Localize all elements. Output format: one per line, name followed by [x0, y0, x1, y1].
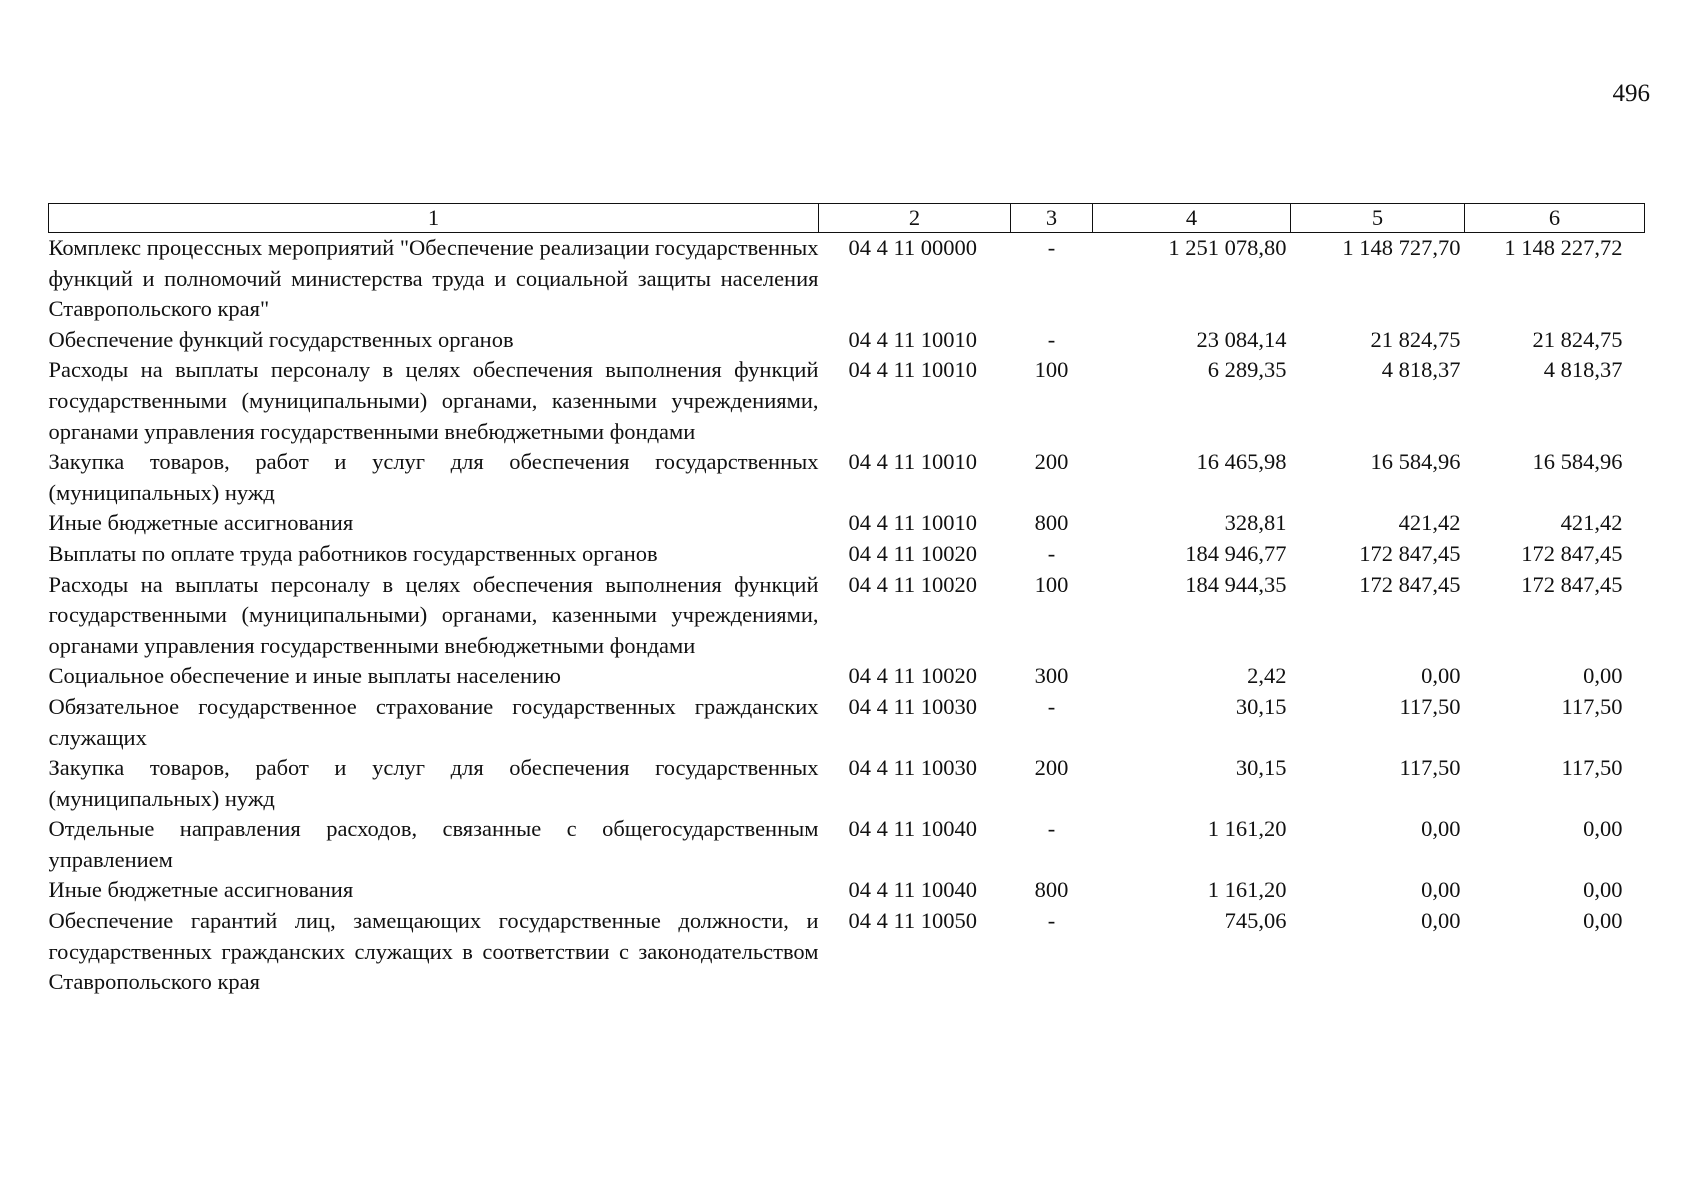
- row-code: 04 4 11 10010: [848, 326, 978, 352]
- row-value-col5: 172 847,45: [1359, 571, 1461, 597]
- row-expense-type: -: [1047, 816, 1056, 842]
- row-value-col6: 1 148 227,72: [1504, 235, 1623, 260]
- row-name: Социальное обеспечение и иные выплаты населению: [48, 663, 561, 689]
- row-value-col4: 16 465,98: [1196, 449, 1287, 475]
- row-name: Обеспечение гарантий лиц, замещающих государственные должности, и государственных гражданских служащих в соответствии с законодательством Ставропольского края: [48, 908, 819, 995]
- row-value-col4: 1 161,20: [1207, 816, 1287, 842]
- row-value-col6: 0,00: [1583, 816, 1623, 842]
- budget-table: [48, 203, 1645, 998]
- row-value-col5: 0,00: [1421, 816, 1461, 842]
- row-code: 04 4 11 10040: [848, 877, 978, 903]
- row-code: 04 4 11 10050: [848, 908, 978, 934]
- row-value-col6: 117,50: [1561, 755, 1623, 781]
- row-value-col6: 4 818,37: [1543, 357, 1623, 383]
- table-row: [49, 875, 1645, 906]
- table-row: [49, 570, 1645, 662]
- row-value-col6: 421,42: [1560, 510, 1623, 536]
- row-value-col4: 30,15: [1235, 693, 1287, 719]
- row-name: Иные бюджетные ассигнования: [48, 877, 354, 903]
- table-header-row: [49, 204, 1645, 233]
- table-row: [49, 814, 1645, 875]
- row-value-col4: 184 944,35: [1185, 571, 1287, 597]
- row-value-col5: 0,00: [1421, 908, 1461, 934]
- table-row: [49, 233, 1645, 325]
- row-value-col6: 117,50: [1561, 693, 1623, 719]
- row-value-col5: 16 584,96: [1370, 449, 1461, 475]
- row-code: 04 4 11 10010: [848, 449, 978, 475]
- row-value-col4: 30,15: [1235, 755, 1287, 781]
- table-row: [49, 661, 1645, 692]
- table-row: [49, 508, 1645, 539]
- row-code: 04 4 11 10010: [848, 510, 978, 536]
- row-value-col6: 21 824,75: [1532, 326, 1623, 352]
- row-name: Обеспечение функций государственных органов: [48, 326, 514, 352]
- row-value-col4: 184 946,77: [1185, 540, 1287, 566]
- row-value-col6: 172 847,45: [1521, 540, 1623, 566]
- row-value-col5: 117,50: [1399, 693, 1461, 719]
- row-expense-type: -: [1047, 235, 1056, 260]
- row-name: Иные бюджетные ассигнования: [48, 510, 354, 536]
- row-value-col6: 172 847,45: [1521, 571, 1623, 597]
- table-row: [49, 906, 1645, 998]
- row-value-col5: 21 824,75: [1370, 326, 1461, 352]
- row-value-col4: 2,42: [1247, 663, 1287, 689]
- row-expense-type: 200: [1034, 449, 1069, 475]
- row-expense-type: 200: [1034, 755, 1069, 781]
- column-header-5: 5: [1291, 204, 1465, 233]
- row-value-col5: 1 148 727,70: [1342, 235, 1461, 260]
- row-value-col5: 421,42: [1398, 510, 1461, 536]
- row-value-col5: 4 818,37: [1381, 357, 1461, 383]
- row-value-col6: 0,00: [1583, 877, 1623, 903]
- table-row: [49, 325, 1645, 356]
- row-code: 04 4 11 10020: [848, 663, 978, 689]
- page-number: 496: [1612, 80, 1650, 107]
- row-value-col4: 6 289,35: [1207, 357, 1287, 383]
- table-row: [49, 447, 1645, 508]
- row-value-col4: 745,06: [1224, 908, 1287, 934]
- table-row: [49, 692, 1645, 753]
- row-expense-type: 100: [1034, 571, 1069, 597]
- row-name: Выплаты по оплате труда работников государственных органов: [48, 540, 658, 566]
- row-value-col4: 23 084,14: [1196, 326, 1287, 352]
- column-header-3: 3: [1011, 204, 1093, 233]
- row-value-col4: 1 251 078,80: [1168, 235, 1287, 260]
- row-value-col5: 172 847,45: [1359, 540, 1461, 566]
- row-value-col4: 1 161,20: [1207, 877, 1287, 903]
- row-value-col4: 328,81: [1224, 510, 1287, 536]
- column-header-2: 2: [819, 204, 1011, 233]
- row-name: Закупка товаров, работ и услуг для обеспечения государственных (муниципальных) нужд: [48, 755, 819, 811]
- row-code: 04 4 11 10020: [848, 540, 978, 566]
- column-header-4: 4: [1093, 204, 1291, 233]
- table-row: [49, 753, 1645, 814]
- row-code: 04 4 11 10010: [848, 357, 978, 383]
- column-header-6: 6: [1465, 204, 1645, 233]
- row-name: Закупка товаров, работ и услуг для обеспечения государственных (муниципальных) нужд: [48, 449, 819, 505]
- row-expense-type: -: [1047, 693, 1056, 719]
- row-name: Расходы на выплаты персоналу в целях обеспечения выполнения функций государственными (муниципальными) органами, казенными учреждениями, органами управления государственными внебюджетными фондами: [48, 357, 819, 444]
- column-header-1: 1: [49, 204, 819, 233]
- row-code: 04 4 11 10030: [848, 693, 978, 719]
- row-code: 04 4 11 10030: [848, 755, 978, 781]
- row-value-col5: 0,00: [1421, 663, 1461, 689]
- row-expense-type: 800: [1034, 510, 1069, 536]
- row-code: 04 4 11 00000: [848, 235, 978, 260]
- row-name: Расходы на выплаты персоналу в целях обеспечения выполнения функций государственными (муниципальными) органами, казенными учреждениями, органами управления государственными внебюджетными фондами: [48, 571, 819, 658]
- row-name: Комплекс процессных мероприятий "Обеспечение реализации государственных функций и полномочий министерства труда и социальной защиты населения Ставропольского края": [48, 235, 819, 322]
- row-name: Обязательное государственное страхование государственных гражданских служащих: [48, 693, 819, 750]
- row-value-col6: 0,00: [1583, 663, 1623, 689]
- row-value-col6: 16 584,96: [1532, 449, 1623, 475]
- row-value-col5: 117,50: [1399, 755, 1461, 781]
- row-value-col6: 0,00: [1583, 908, 1623, 934]
- row-code: 04 4 11 10020: [848, 571, 978, 597]
- row-code: 04 4 11 10040: [848, 816, 978, 842]
- row-expense-type: 300: [1034, 663, 1069, 689]
- table-row: [49, 539, 1645, 570]
- row-expense-type: 800: [1034, 877, 1069, 903]
- row-value-col5: 0,00: [1421, 877, 1461, 903]
- row-expense-type: -: [1047, 326, 1056, 352]
- table-row: [49, 355, 1645, 447]
- row-expense-type: -: [1047, 540, 1056, 566]
- row-name: Отдельные направления расходов, связанные с общегосударственным управлением: [48, 816, 819, 872]
- row-expense-type: -: [1047, 908, 1056, 934]
- row-expense-type: 100: [1034, 357, 1069, 383]
